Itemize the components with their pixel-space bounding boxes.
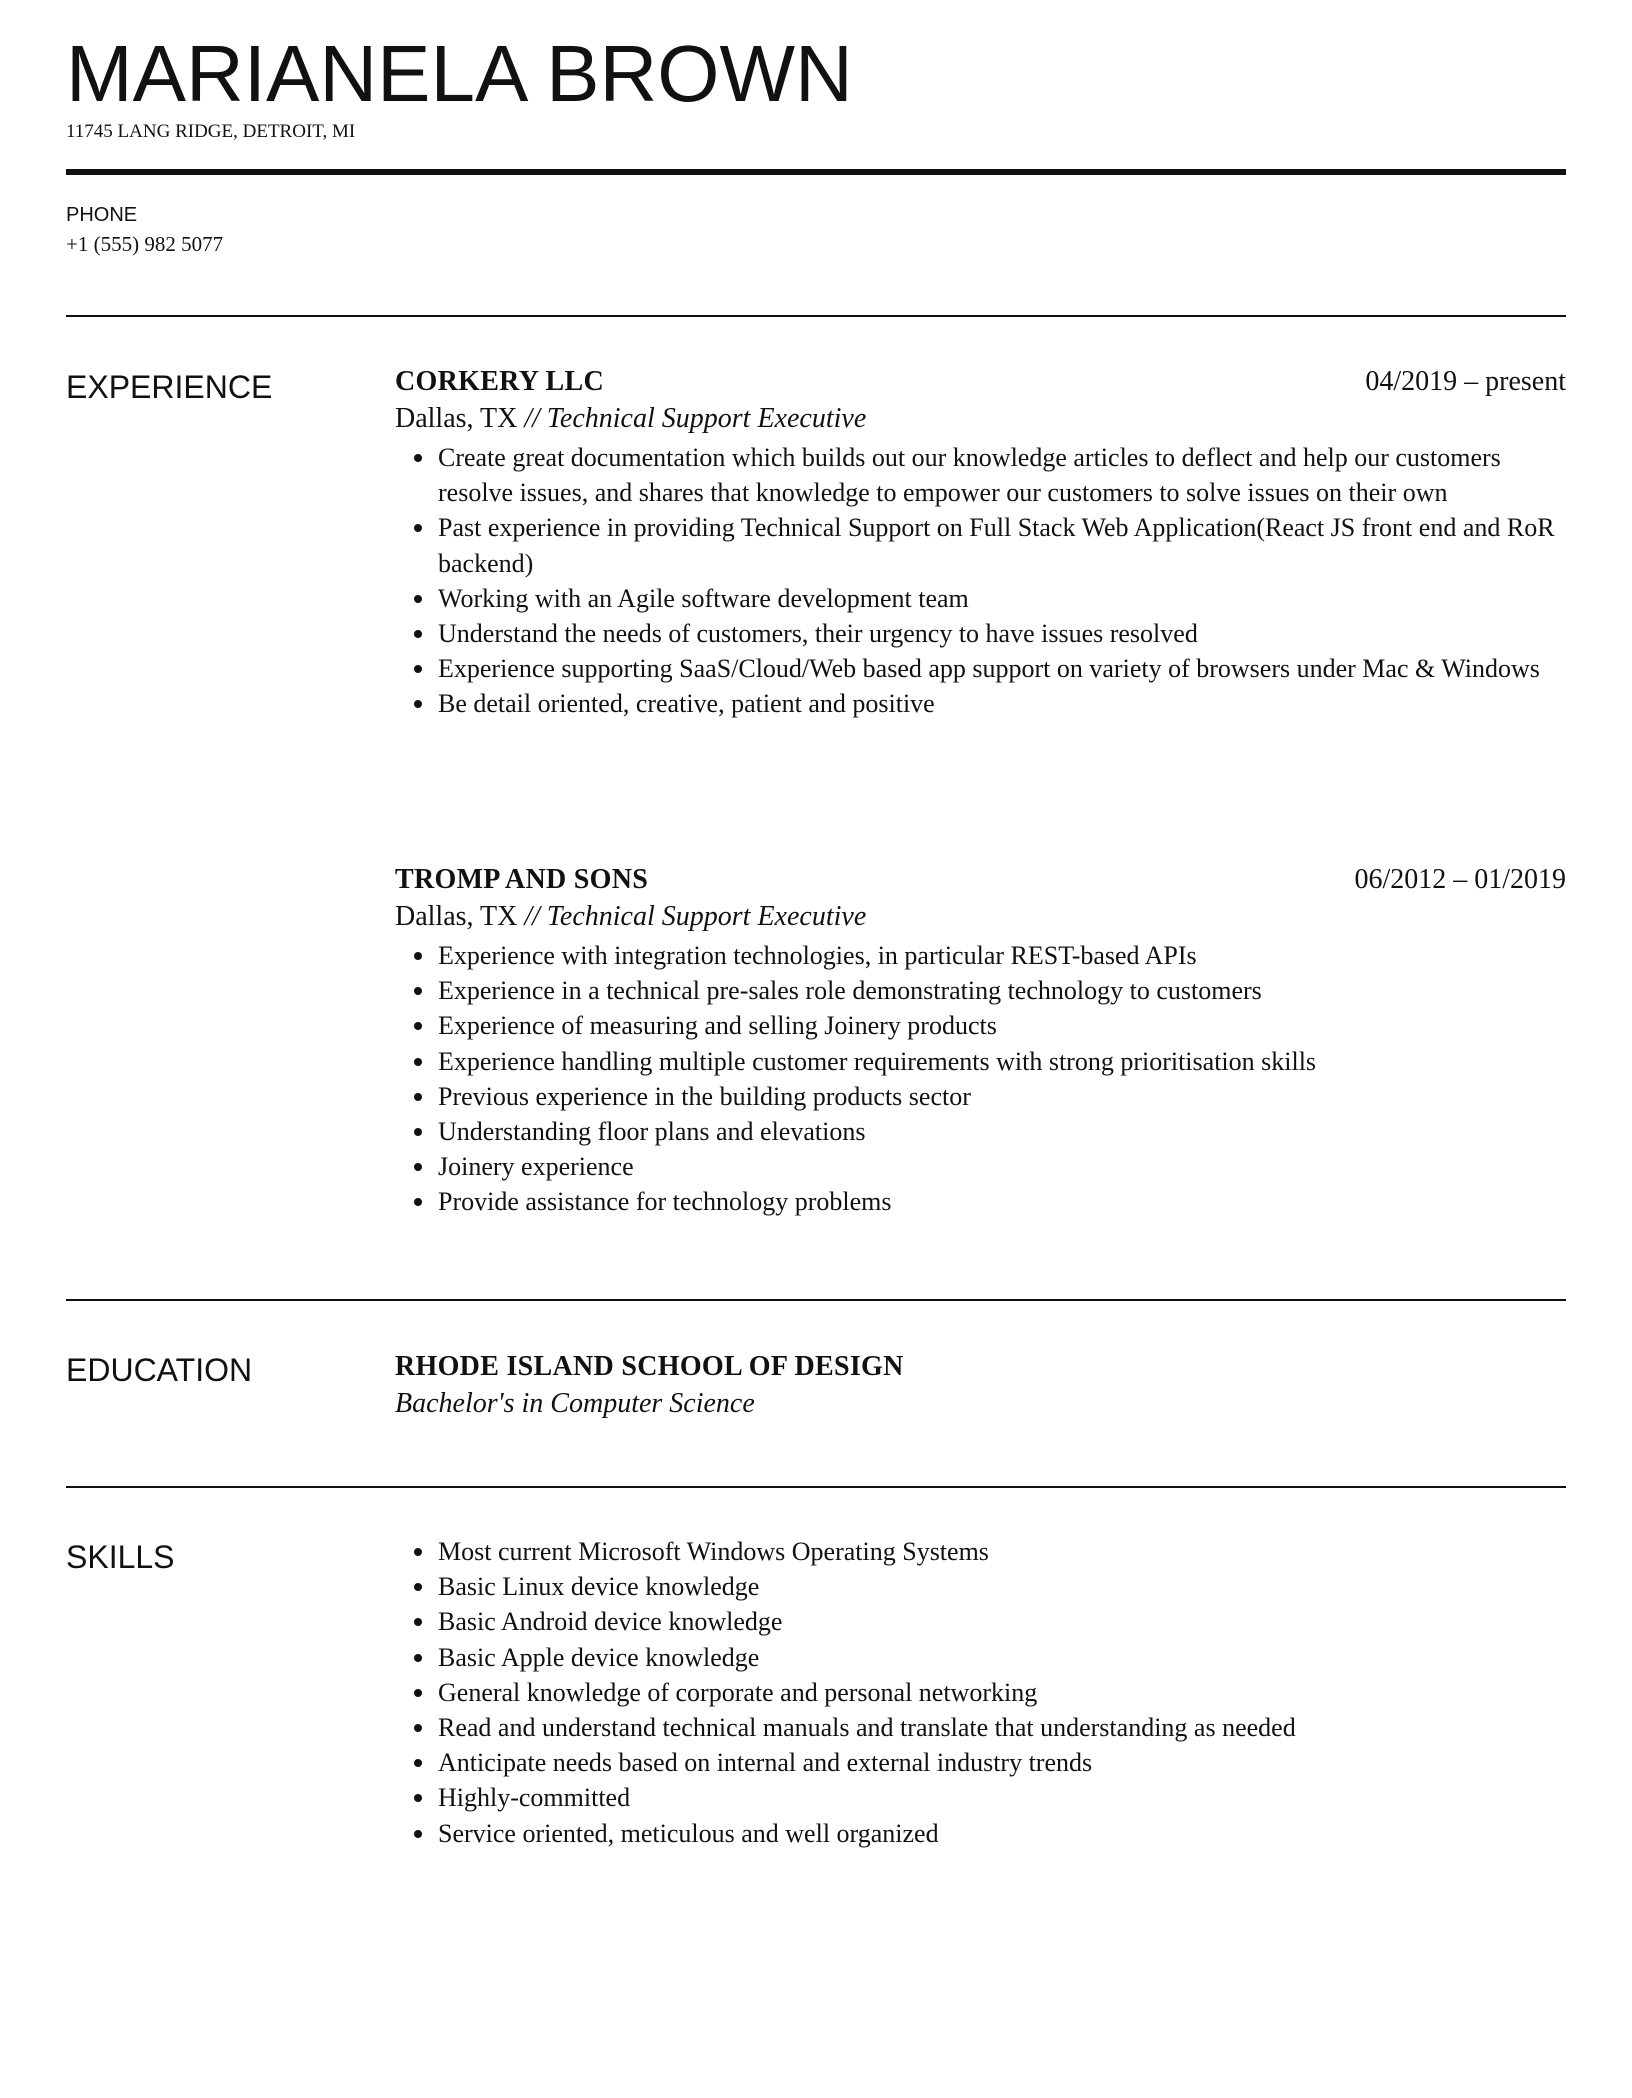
job-responsibilities	[395, 938, 1566, 1220]
responsibility-item: Past experience in providing Technical Support on Full Stack Web Application(React JS front end and RoR backend)	[395, 510, 1566, 580]
skill-item: Basic Apple device knowledge	[395, 1640, 1566, 1675]
subtitle-separator: //	[524, 901, 540, 932]
employer-name: CORKERY LLC	[395, 366, 604, 397]
job-role: Technical Support Executive	[546, 901, 867, 932]
responsibility-item: Experience in a technical pre-sales role demonstrating technology to customers	[395, 973, 1566, 1008]
responsibility-item: Previous experience in the building products sector	[395, 1079, 1566, 1114]
responsibility-item: Experience supporting SaaS/Cloud/Web based app support on variety of browsers under Mac & Windows	[395, 651, 1566, 686]
school-name: RHODE ISLAND SCHOOL OF DESIGN	[395, 1351, 904, 1382]
skill-item: Highly-committed	[395, 1780, 1566, 1815]
responsibility-item: Working with an Agile software development team	[395, 581, 1566, 616]
education-section-title: EDUCATION	[66, 1352, 253, 1388]
job-responsibilities	[395, 440, 1566, 722]
skills-list	[395, 1534, 1566, 1851]
job-entry	[395, 364, 1566, 722]
candidate-name: MARIANELA BROWN	[66, 29, 853, 118]
phone-number: +1 (555) 982 5077	[66, 232, 224, 256]
candidate-address: 11745 LANG RIDGE, DETROIT, MI	[66, 121, 356, 142]
employment-dates: 06/2012 – 01/2019	[1354, 864, 1566, 895]
subtitle-separator: //	[524, 403, 540, 434]
experience-section-title: EXPERIENCE	[66, 369, 273, 405]
section-divider	[66, 1299, 1566, 1301]
responsibility-item: Experience of measuring and selling Joinery products	[395, 1008, 1566, 1043]
responsibility-item: Be detail oriented, creative, patient and positive	[395, 686, 1566, 721]
skill-item: Service oriented, meticulous and well organized	[395, 1816, 1566, 1851]
phone-label: PHONE	[66, 204, 138, 226]
job-subtitle	[395, 400, 1566, 438]
job-location: Dallas, TX	[395, 403, 518, 434]
job-subtitle	[395, 898, 1566, 936]
responsibility-item: Create great documentation which builds out our knowledge articles to deflect and help our customers resolve issues, and shares that knowledge to empower our customers to solve issues on their own	[395, 440, 1566, 510]
skill-item: Basic Linux device knowledge	[395, 1569, 1566, 1604]
responsibility-item: Understanding floor plans and elevations	[395, 1114, 1566, 1149]
education-entry	[395, 1349, 1566, 1423]
skill-item: Most current Microsoft Windows Operating Systems	[395, 1534, 1566, 1569]
header-divider	[66, 169, 1566, 175]
skill-item: Anticipate needs based on internal and external industry trends	[395, 1745, 1566, 1780]
job-location: Dallas, TX	[395, 901, 518, 932]
skill-item: Basic Android device knowledge	[395, 1604, 1566, 1639]
responsibility-item: Understand the needs of customers, their urgency to have issues resolved	[395, 616, 1566, 651]
responsibility-item: Joinery experience	[395, 1149, 1566, 1184]
responsibility-item: Experience handling multiple customer requirements with strong prioritisation skills	[395, 1044, 1566, 1079]
employment-dates: 04/2019 – present	[1365, 366, 1566, 397]
section-divider	[66, 1486, 1566, 1488]
skill-item: Read and understand technical manuals and translate that understanding as needed	[395, 1710, 1566, 1745]
skills-section-title: SKILLS	[66, 1539, 175, 1575]
skills-list-container	[395, 1534, 1566, 1851]
section-divider	[66, 315, 1566, 317]
responsibility-item: Experience with integration technologies, in particular REST-based APIs	[395, 938, 1566, 973]
employer-name: TROMP AND SONS	[395, 864, 649, 895]
degree: Bachelor's in Computer Science	[395, 1388, 755, 1419]
skill-item: General knowledge of corporate and personal networking	[395, 1675, 1566, 1710]
responsibility-item: Provide assistance for technology problems	[395, 1184, 1566, 1219]
job-entry	[395, 862, 1566, 1220]
job-role: Technical Support Executive	[546, 403, 867, 434]
